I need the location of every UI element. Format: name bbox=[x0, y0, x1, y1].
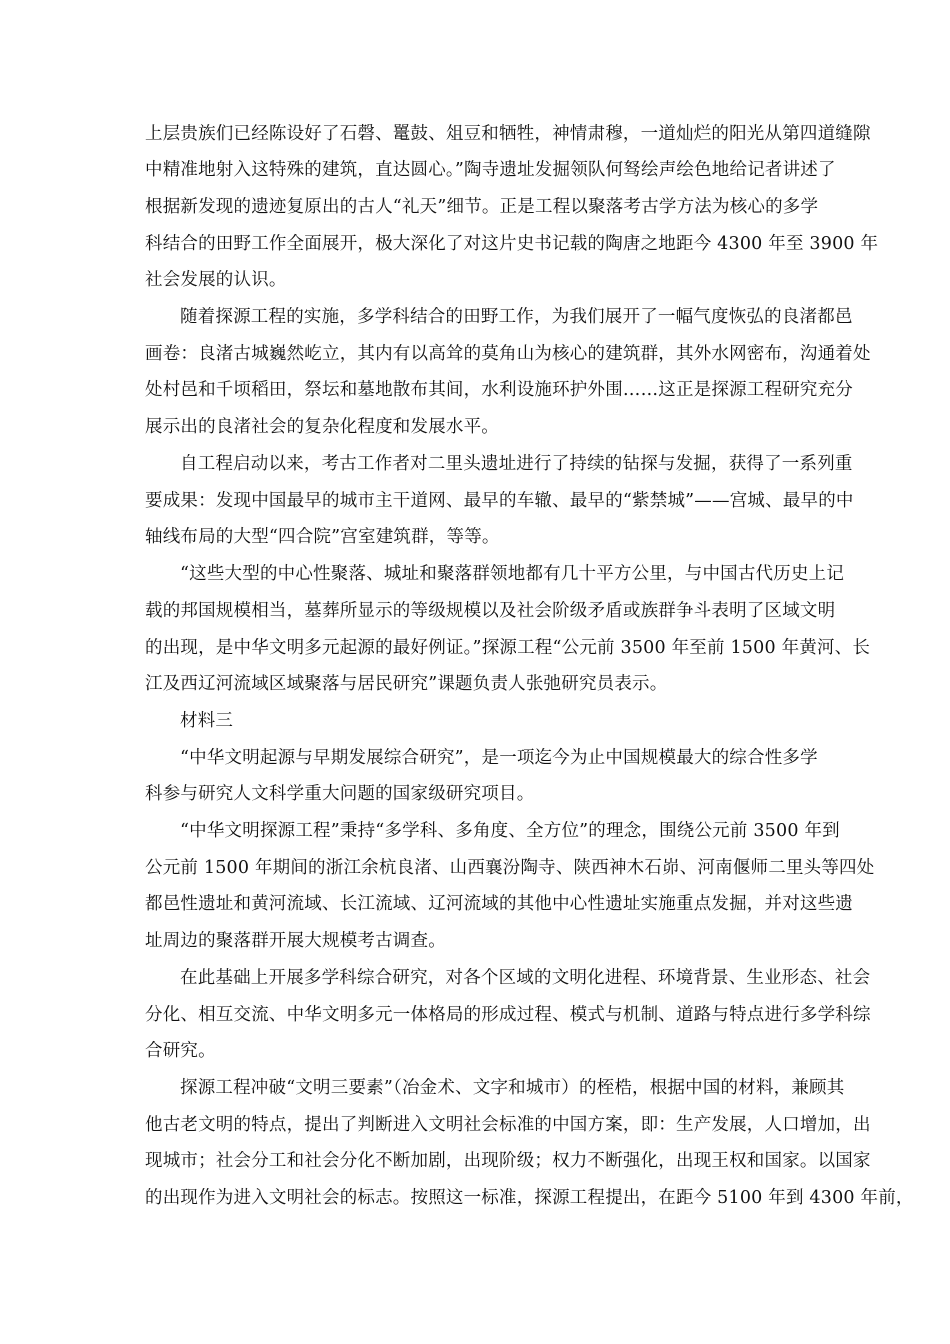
text-line: 的出现，是中华文明多元起源的最好例证。”探源工程“公元前 3500 年至前 1500 年黄河、长 bbox=[145, 638, 871, 658]
text-line: 科结合的田野工作全面展开，极大深化了对这片史书记载的陶唐之地距今 4300 年至 3900 年 bbox=[145, 234, 879, 254]
paragraph-first-line: 在此基础上开展多学科综合研究，对各个区域的文明化进程、环境背景、生业形态、社会 bbox=[180, 968, 871, 988]
text-line: 址周边的聚落群开展大规模考古调查。 bbox=[145, 931, 446, 951]
paragraph-first-line: 随着探源工程的实施，多学科结合的田野工作，为我们展开了一幅气度恢弘的良渚都邑 bbox=[180, 307, 853, 327]
text-line: 要成果：发现中国最早的城市主干道网、最早的车辙、最早的“紫禁城”——宫城、最早的中 bbox=[145, 491, 854, 511]
section-heading: 材料三 bbox=[180, 711, 234, 731]
paragraph-first-line: “中华文明探源工程”秉持“多学科、多角度、全方位”的理念，围绕公元前 3500 年到 bbox=[180, 821, 840, 841]
paragraph-first-line: “这些大型的中心性聚落、城址和聚落群领地都有几十平方公里，与中国古代历史上记 bbox=[180, 564, 845, 584]
text-line: 科参与研究人文科学重大问题的国家级研究项目。 bbox=[145, 784, 535, 804]
text-line: 根据新发现的遗迹复原出的古人“礼天”细节。正是工程以聚落考古学方法为核心的多学 bbox=[145, 197, 819, 217]
text-line: 社会发展的认识。 bbox=[145, 270, 287, 290]
text-line: 上层贵族们已经陈设好了石磬、鼍鼓、俎豆和牺牲，神情肃穆，一道灿烂的阳光从第四道缝隙 bbox=[145, 124, 871, 144]
paragraph-first-line: “中华文明起源与早期发展综合研究”，是一项迄今为止中国规模最大的综合性多学 bbox=[180, 748, 818, 768]
text-line: 公元前 1500 年期间的浙江余杭良渚、山西襄汾陶寺、陕西神木石峁、河南偃师二里头等四处 bbox=[145, 858, 875, 878]
text-line: 载的邦国规模相当，墓葬所显示的等级规模以及社会阶级矛盾或族群争斗表明了区域文明 bbox=[145, 601, 836, 621]
text-line: 轴线布局的大型“四合院”宫室建筑群，等等。 bbox=[145, 527, 500, 547]
text-line: 江及西辽河流域区域聚落与居民研究”课题负责人张弛研究员表示。 bbox=[145, 674, 668, 694]
text-line: 都邑性遗址和黄河流域、长江流域、辽河流域的其他中心性遗址实施重点发掘，并对这些遗 bbox=[145, 894, 853, 914]
text-line: 展示出的良渚社会的复杂化程度和发展水平。 bbox=[145, 417, 499, 437]
text-line: 画卷：良渚古城巍然屹立，其内有以高耸的莫角山为核心的建筑群，其外水网密布，沟通着处 bbox=[145, 344, 871, 364]
text-line: 的出现作为进入文明社会的标志。按照这一标准，探源工程提出，在距今 5100 年到 4300 年前， bbox=[145, 1188, 914, 1208]
text-line: 现城市；社会分工和社会分化不断加剧，出现阶级；权力不断强化，出现王权和国家。以国家 bbox=[145, 1151, 871, 1171]
text-line: 中精准地射入这特殊的建筑，直达圆心。”陶寺遗址发掘领队何驽绘声绘色地给记者讲述了 bbox=[145, 160, 836, 180]
text-line: 合研究。 bbox=[145, 1041, 216, 1061]
paragraph-first-line: 探源工程冲破“文明三要素”（冶金术、文字和城市）的桎梏，根据中国的材料，兼顾其 bbox=[180, 1078, 845, 1098]
text-line: 分化、相互交流、中华文明多元一体格局的形成过程、模式与机制、道路与特点进行多学科综 bbox=[145, 1005, 871, 1025]
text-line: 他古老文明的特点，提出了判断进入文明社会标准的中国方案，即：生产发展，人口增加，出 bbox=[145, 1115, 871, 1135]
text-line: 处村邑和千顷稻田，祭坛和墓地散布其间，水利设施环护外围……这正是探源工程研究充分 bbox=[145, 380, 853, 400]
paragraph-first-line: 自工程启动以来，考古工作者对二里头遗址进行了持续的钻探与发掘，获得了一系列重 bbox=[180, 454, 853, 474]
